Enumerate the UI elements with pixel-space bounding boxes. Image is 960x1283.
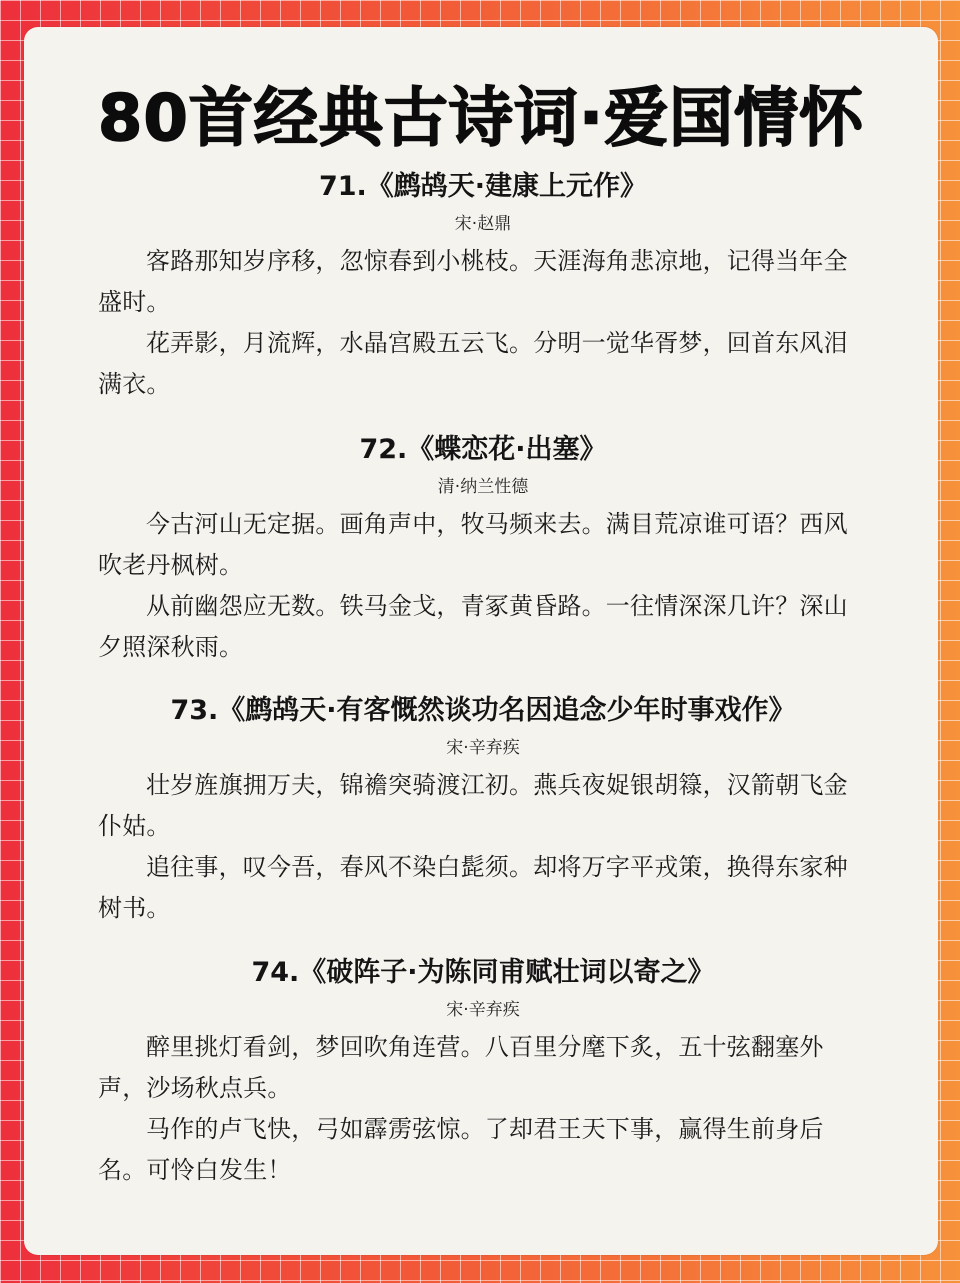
content-card [24, 27, 938, 1255]
poem-71 [98, 169, 868, 405]
poem-stanza: 追往事，叹今吾，春风不染白髭须。却将万字平戎策，换得东家种树书。 [98, 853, 848, 922]
poem-title: 73.《鹧鸪天·有客慨然谈功名因追念少年时事戏作》 [170, 695, 796, 726]
poem-author: 宋·辛弃疾 [446, 1000, 520, 1020]
poem-author: 宋·辛弃疾 [446, 738, 520, 758]
poem-stanza: 壮岁旌旗拥万夫，锦襜突骑渡江初。燕兵夜娖银胡簶，汉箭朝飞金仆姑。 [98, 771, 848, 840]
poem-74 [98, 955, 868, 1191]
page-title: 80首经典古诗词·爱国情怀 [97, 82, 865, 156]
poem-stanza: 马作的卢飞快，弓如霹雳弦惊。了却君王天下事，赢得生前身后名。可怜白发生！ [98, 1115, 824, 1184]
poem-stanza: 从前幽怨应无数。铁马金戈，青冢黄昏路。一往情深深几许？深山夕照深秋雨。 [98, 592, 848, 661]
poem-stanza: 花弄影，月流辉，水晶宫殿五云飞。分明一觉华胥梦，回首东风泪满衣。 [98, 329, 848, 398]
poem-author: 宋·赵鼎 [454, 214, 512, 234]
poem-title: 71.《鹧鸪天·建康上元作》 [318, 171, 648, 202]
poem-title: 74.《破阵子·为陈同甫赋壮词以寄之》 [251, 957, 715, 988]
poem-stanza: 今古河山无定据。画角声中，牧马频来去。满目荒凉谁可语？西风吹老丹枫树。 [98, 510, 848, 579]
poem-title: 72.《蝶恋花·出塞》 [359, 434, 607, 465]
poem-author: 清·纳兰性德 [437, 477, 529, 497]
poem-stanza: 客路那知岁序移，忽惊春到小桃枝。天涯海角悲凉地，记得当年全盛时。 [98, 247, 848, 316]
poem-stanza: 醉里挑灯看剑，梦回吹角连营。八百里分麾下炙，五十弦翻塞外声，沙场秋点兵。 [98, 1033, 824, 1102]
poem-72 [98, 432, 868, 668]
poem-73 [98, 693, 868, 929]
